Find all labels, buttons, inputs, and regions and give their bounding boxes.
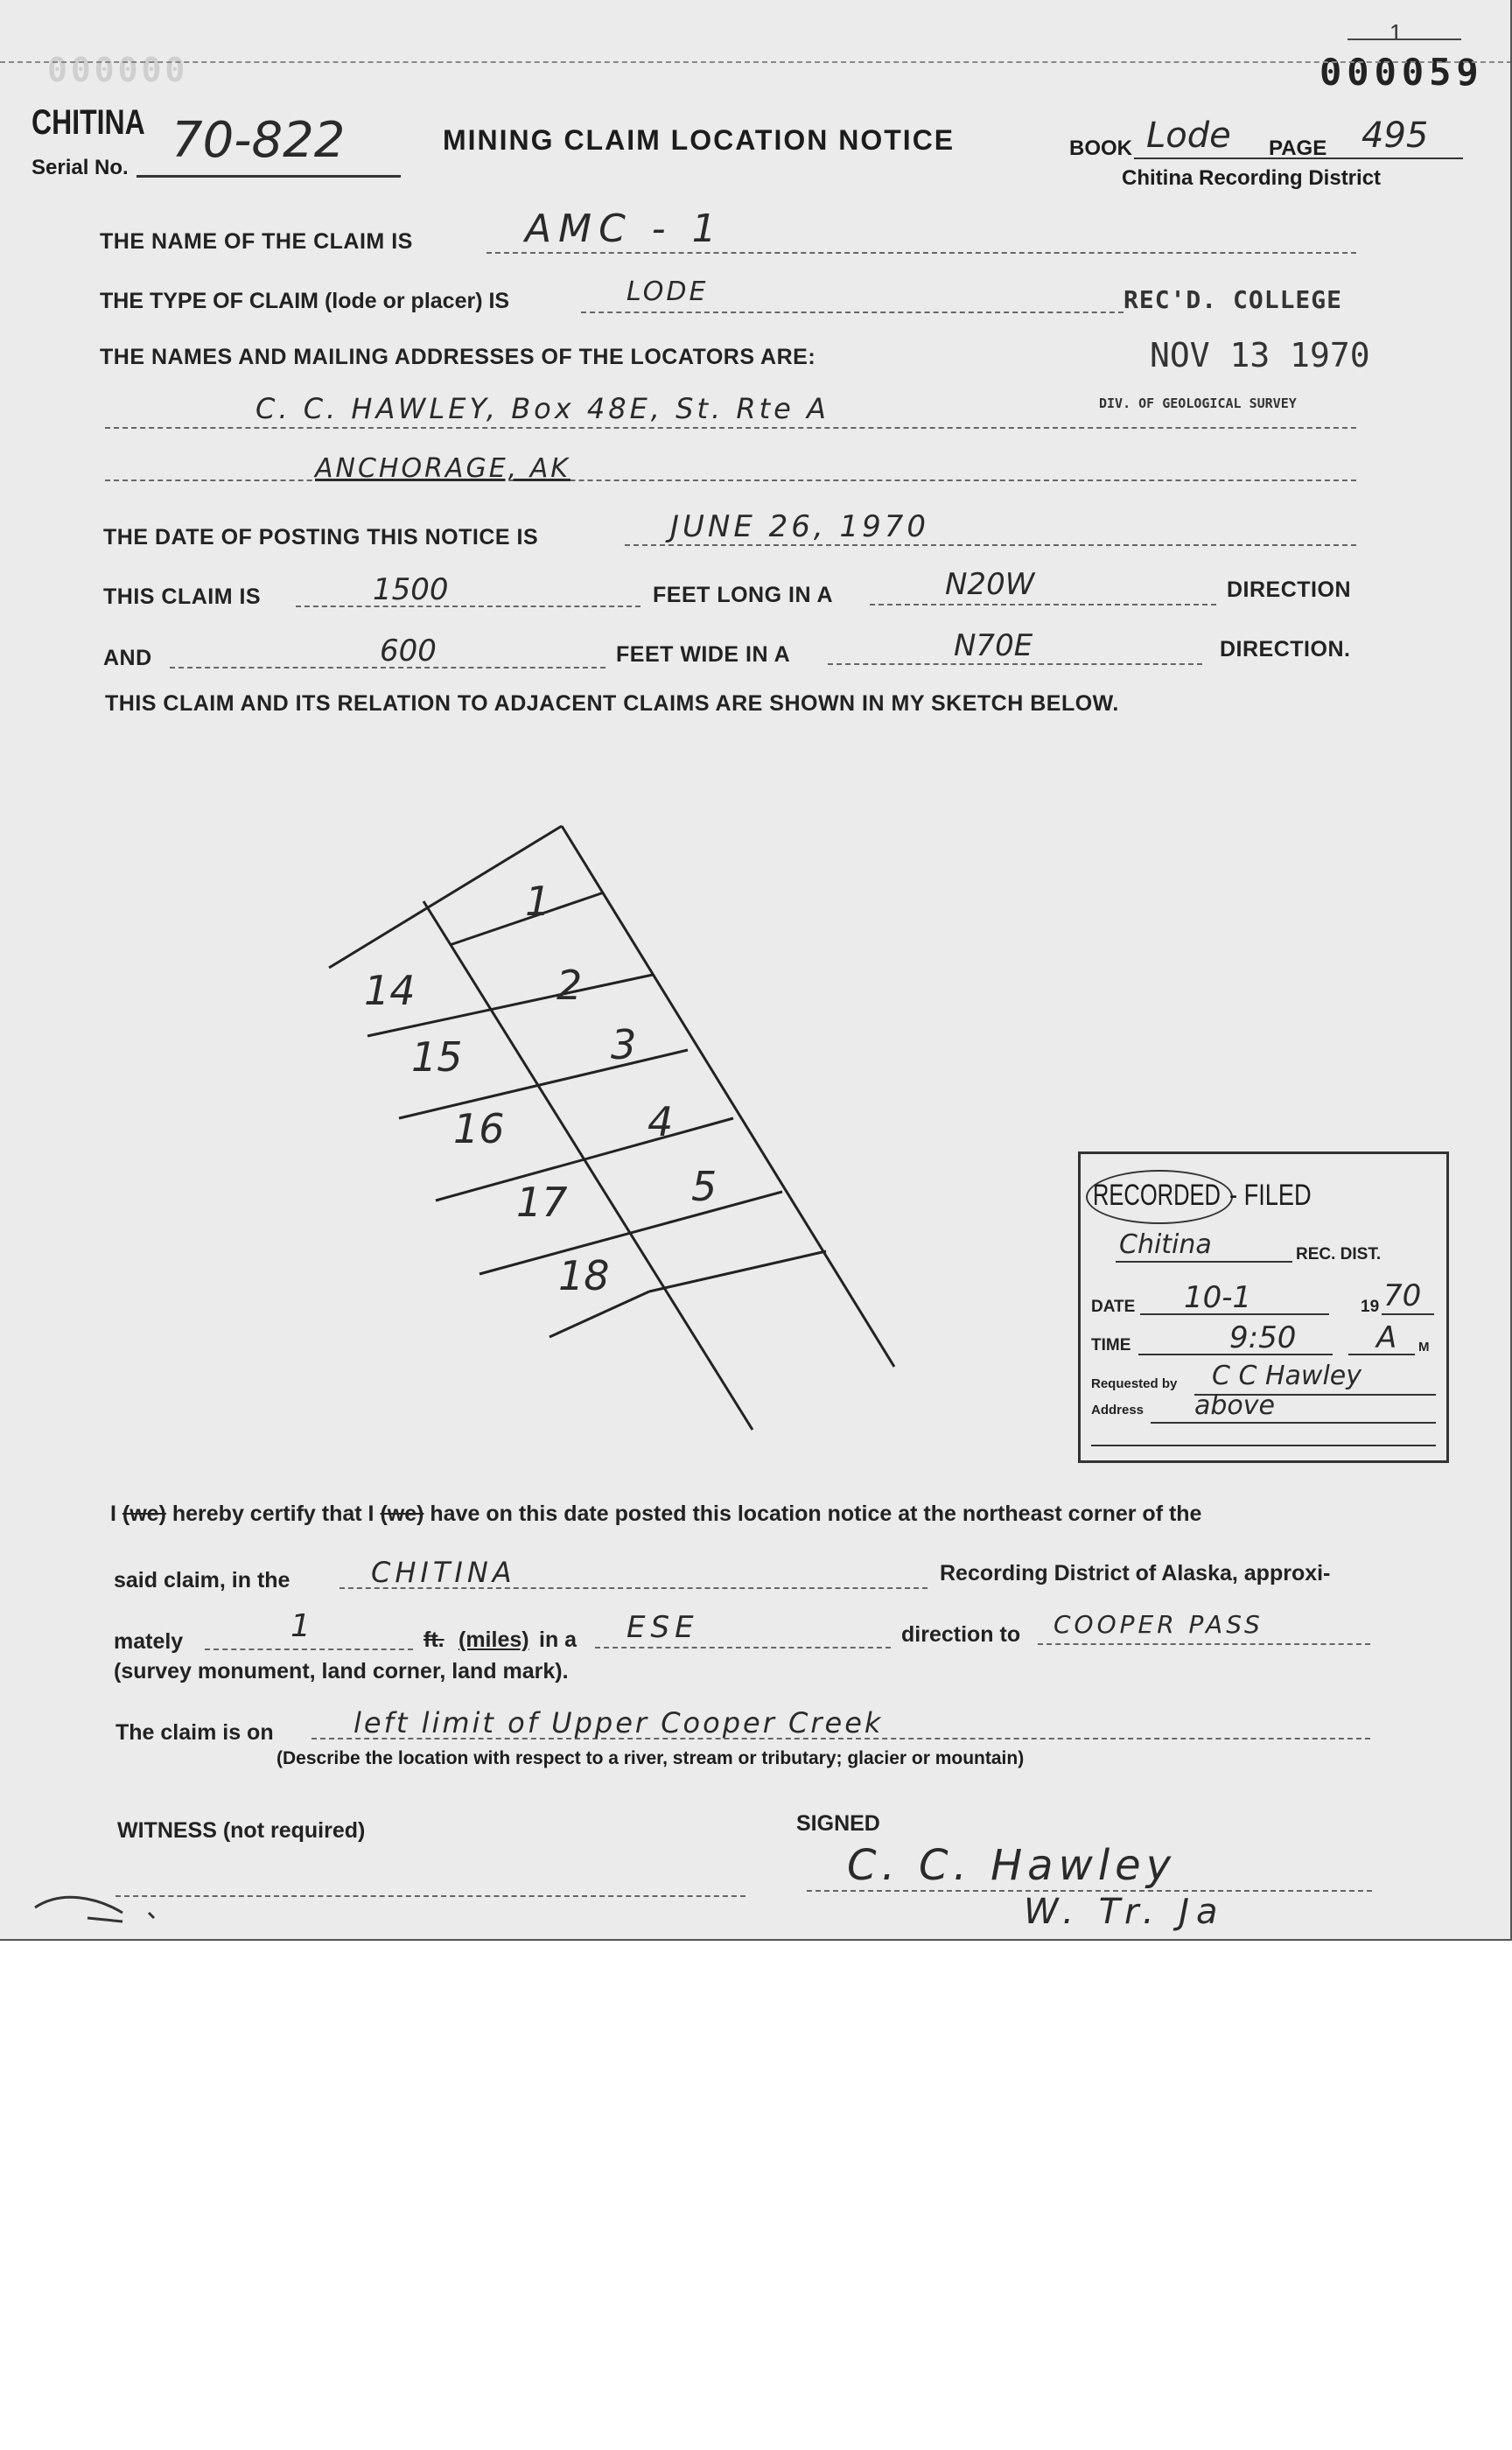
feet-wide-label: FEET WIDE IN A [616, 642, 791, 667]
locators-value-1: C. C. HAWLEY, Box 48E, St. Rte A [256, 392, 830, 425]
claim-type-value: LODE [626, 276, 709, 307]
locators-label: THE NAMES AND MAILING ADDRESSES OF THE LOCATORS ARE: [100, 345, 816, 369]
in-a-label: in a [539, 1628, 578, 1652]
recorded-time-label: TIME [1091, 1336, 1131, 1354]
address-value: above [1194, 1390, 1275, 1421]
filed-title: - FILED [1229, 1179, 1312, 1212]
width-direction-value: N70E [954, 628, 1033, 663]
describe-note: (Describe the location with respect to a river, stream or tributary; glacier or mountain) [276, 1748, 1025, 1768]
recorded-date-value: 10-1 [1184, 1280, 1252, 1315]
sketch-claim-17: 17 [516, 1179, 568, 1226]
signature-1: C. C. Hawley [847, 1841, 1177, 1890]
certify-rest: have on this date posted this location notice at the northeast corner of the [430, 1502, 1202, 1526]
length-direction-value: N20W [945, 567, 1035, 602]
received-stamp-line1: REC'D. COLLEGE [1124, 285, 1343, 314]
sketch-claim-16: 16 [453, 1105, 505, 1152]
direction-to-label: direction to [901, 1622, 1021, 1647]
recorded-date-label: DATE [1091, 1298, 1136, 1316]
miles-label: (miles) [458, 1628, 529, 1652]
sketch-claim-18: 18 [558, 1252, 610, 1299]
claim-type-label: THE TYPE OF CLAIM (lode or placer) IS [100, 289, 510, 313]
recorded-year-prefix: 19 [1361, 1298, 1380, 1316]
page-number-stamp: 000059 [1320, 51, 1484, 94]
recorded-time-value: 9:50 [1229, 1320, 1297, 1355]
recorded-district-value: Chitina [1119, 1229, 1212, 1260]
rec-dist-label: REC. DIST. [1296, 1245, 1382, 1264]
recorded-year-value: 70 [1383, 1278, 1422, 1313]
sketch-label: THIS CLAIM AND ITS RELATION TO ADJACENT CLAIMS ARE SHOWN IN MY SKETCH BELOW. [105, 691, 1119, 716]
district-header: CHITINA [32, 103, 145, 142]
struck-we-1: (we) [122, 1502, 166, 1526]
recording-district-text: Recording District of Alaska, approxi- [940, 1561, 1331, 1586]
direction-label-2: DIRECTION. [1220, 637, 1351, 662]
top-right-mark: 1 [1390, 19, 1403, 46]
claim-on-value: left limit of Upper Cooper Creek [354, 1706, 884, 1740]
sketch-claim-14: 14 [364, 967, 416, 1014]
posting-date-label: THE DATE OF POSTING THIS NOTICE IS [103, 525, 539, 550]
recording-district-label: Chitina Recording District [1122, 166, 1382, 190]
bearing-value: ESE [626, 1610, 699, 1645]
claim-name-value: AMC - 1 [525, 206, 724, 251]
claim-on-label: The claim is on [116, 1720, 274, 1745]
sketch-claim-1: 1 [525, 878, 551, 925]
recorded-ampm-value: A [1376, 1320, 1397, 1355]
sketch-claim-2: 2 [556, 962, 583, 1009]
claim-name-label: THE NAME OF THE CLAIM IS [100, 229, 413, 254]
sketch-claim-3: 3 [611, 1021, 637, 1068]
requested-by-value: C C Hawley [1212, 1361, 1362, 1391]
sketch-claim-15: 15 [411, 1033, 463, 1081]
signature-2: W. Tr. Ja [1024, 1892, 1225, 1932]
district-value: CHITINA [371, 1556, 516, 1589]
scribble-mark [35, 1897, 154, 1922]
and-label: AND [103, 646, 152, 670]
serial-label: Serial No. [32, 156, 129, 179]
posting-date-value: JUNE 26, 1970 [670, 509, 930, 544]
length-value: 1500 [373, 572, 449, 607]
witness-label: WITNESS (not required) [117, 1818, 366, 1843]
feet-long-label: FEET LONG IN A [653, 583, 834, 607]
recorded-m-label: M [1418, 1340, 1430, 1354]
locators-value-2: ANCHORAGE, AK [315, 453, 570, 484]
requested-by-label: Requested by [1091, 1376, 1178, 1391]
page-value: 495 [1362, 116, 1429, 156]
serial-value: 70-822 [172, 112, 346, 169]
form-title: MINING CLAIM LOCATION NOTICE [443, 124, 956, 156]
landmark-note: (survey monument, land corner, land mark). [114, 1659, 569, 1684]
mately-label: mately [114, 1629, 184, 1654]
address-label: Address [1091, 1403, 1144, 1418]
distance-value: 1 [290, 1608, 311, 1644]
book-label: BOOK [1069, 136, 1132, 160]
sketch-claim-5: 5 [691, 1163, 718, 1210]
ft-label: ft. [424, 1628, 444, 1652]
direction-label-1: DIRECTION [1227, 578, 1351, 602]
recorded-title: RECORDED [1093, 1179, 1221, 1212]
certify-mid: hereby certify that I [172, 1502, 374, 1526]
certify-prefix: I [110, 1502, 116, 1526]
received-stamp-line3: DIV. OF GEOLOGICAL SURVEY [1099, 396, 1297, 411]
sketch-claim-4: 4 [648, 1098, 674, 1145]
page-label: PAGE [1269, 136, 1327, 160]
said-claim-label: said claim, in the [114, 1568, 290, 1592]
faded-number-stamp: 000000 [47, 51, 189, 89]
received-stamp-date: NOV 13 1970 [1150, 336, 1370, 374]
width-value: 600 [380, 634, 437, 668]
length-label: THIS CLAIM IS [103, 584, 262, 609]
landmark-value: COOPER PASS [1054, 1610, 1264, 1639]
struck-we-2: (we) [380, 1502, 424, 1526]
signed-label: SIGNED [796, 1811, 880, 1836]
book-value: Lode [1146, 116, 1231, 156]
